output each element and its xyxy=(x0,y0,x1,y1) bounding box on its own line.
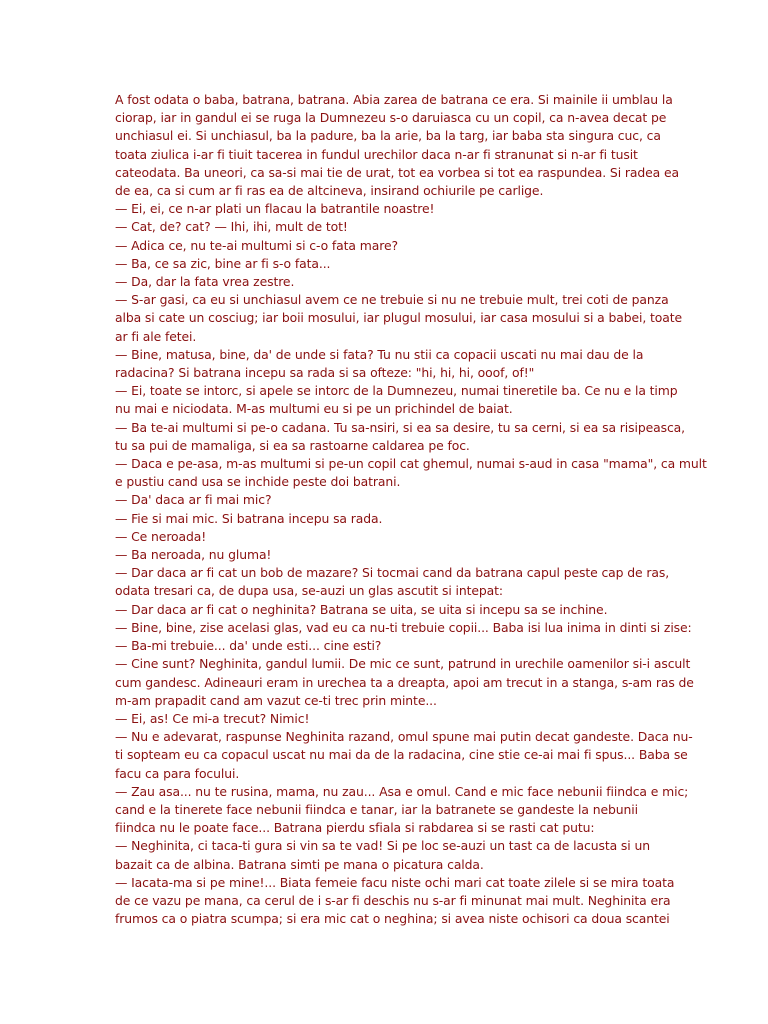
text-line: A fost odata o baba, batrana, batrana. Abia zarea de batrana ce era. Si mainile ii umblau la xyxy=(115,92,673,107)
text-line: — Bine, matusa, bine, da' de unde si fata? Tu nu stii ca copacii uscati nu mai dau de la xyxy=(115,346,644,362)
text-line: odata tresari ca, de dupa usa, se-auzi un glas ascutit si intepat: xyxy=(115,583,503,599)
text-line: de ce vazu pe mana, ca cerul de i s-ar fi deschis nu s-ar fi minunat mai mult. Neghinita era xyxy=(115,892,671,908)
text-line: ar fi ale fetei. xyxy=(115,328,197,344)
text-line: — Fie si mai mic. Si batrana incepu sa rada. xyxy=(115,510,383,526)
text-line: cateodata. Ba uneori, ca sa-si mai tie de urat, tot ea vorbea si tot ea raspundea. Si radea ea xyxy=(115,164,680,180)
text-line: cand e la tinerete face nebunii fiindca e tanar, iar la batranete se gandeste la nebunii xyxy=(115,801,638,817)
text-line: — Ba te-ai multumi si pe-o cadana. Tu sa-nsiri, si ea sa desire, tu sa cerni, si ea sa risipeasca, xyxy=(115,419,686,435)
text-line: — Dar daca ar fi cat un bob de mazare? Si tocmai cand da batrana capul peste cap de ras, xyxy=(115,565,670,581)
story-text xyxy=(115,91,707,928)
text-line: — Bine, bine, zise acelasi glas, vad eu ca nu-ti trebuie copii... Baba isi lua inima in dinti si zise: xyxy=(115,619,692,635)
text-line: — Neghinita, ci taca-ti gura si vin sa te vad! Si pe loc se-auzi un tast ca de lacusta si un xyxy=(115,838,650,854)
text-line: — Ba-mi trebuie... da' unde esti... cine esti? xyxy=(115,638,382,654)
text-line: ti sopteam eu ca copacul uscat nu mai da de la radacina, cine stie ce-ai mai fi spus... Baba se xyxy=(115,747,688,763)
text-line: — Cat, de? cat? — Ihi, ihi, mult de tot! xyxy=(115,219,348,235)
text-line: — S-ar gasi, ca eu si unchiasul avem ce ne trebuie si nu ne trebuie mult, trei coti de panza xyxy=(115,292,669,308)
text-line: unchiasul ei. Si unchiasul, ba la padure, ba la arie, ba la targ, iar baba sta singura cuc, ca xyxy=(115,128,661,144)
text-line: facu ca para focului. xyxy=(115,765,240,781)
text-line: — Ei, as! Ce mi-a trecut? Nimic! xyxy=(115,710,310,726)
text-line: m-am prapadit cand am vazut ce-ti trec prin minte... xyxy=(115,692,437,708)
text-line: e pustiu cand usa se inchide peste doi batrani. xyxy=(115,474,401,490)
text-line: bazait ca de albina. Batrana simti pe mana o picatura calda. xyxy=(115,856,484,872)
text-line: radacina? Si batrana incepu sa rada si sa ofteze: "hi, hi, hi, ooof, of!" xyxy=(115,365,535,381)
text-line: — Da' daca ar fi mai mic? xyxy=(115,492,272,508)
text-line: — Cine sunt? Neghinita, gandul lumii. De mic ce sunt, patrund in urechile oamenilor si-i ascult xyxy=(115,656,691,672)
text-line: — Ba neroada, nu gluma! xyxy=(115,547,272,563)
text-line: — Ei, toate se intorc, si apele se intorc de la Dumnezeu, numai tineretile ba. Ce nu e la timp xyxy=(115,383,678,399)
text-line: — Iacata-ma si pe mine!... Biata femeie facu niste ochi mari cat toate zilele si se mira toata xyxy=(115,874,675,890)
text-line: — Ce neroada! xyxy=(115,528,207,544)
text-line: fiindca nu le poate face... Batrana pierdu sfiala si rabdarea si se rasti cat putu: xyxy=(115,820,595,836)
text-line: ciorap, iar in gandul ei se ruga la Dumnezeu s-o daruiasca cu un copil, ca n-avea decat pe xyxy=(115,110,667,126)
text-line: — Ei, ei, ce n-ar plati un flacau la batrantile noastre! xyxy=(115,201,435,217)
text-line: frumos ca o piatra scumpa; si era mic cat o neghina; si avea niste ochisori ca doua scantei xyxy=(115,911,670,927)
text-line: — Nu e adevarat, raspunse Neghinita razand, omul spune mai putin decat gandeste. Daca nu- xyxy=(115,729,693,745)
text-line: — Dar daca ar fi cat o neghinita? Batrana se uita, se uita si incepu sa se inchine. xyxy=(115,601,608,617)
text-line: alba si cate un cosciug; iar boii mosului, iar plugul mosului, iar casa mosului si a babei, toate xyxy=(115,310,683,326)
text-line: — Daca e pe-asa, m-as multumi si pe-un copil cat ghemul, numai s-aud in casa "mama", ca mult xyxy=(115,456,707,472)
text-line: — Adica ce, nu te-ai multumi si c-o fata mare? xyxy=(115,237,398,253)
text-line: cum gandesc. Adineauri eram in urechea ta a dreapta, apoi am trecut in a stanga, s-am ras de xyxy=(115,674,694,690)
text-line: — Da, dar la fata vrea zestre. xyxy=(115,274,295,290)
text-line: de ea, ca si cum ar fi ras ea de altcineva, insirand ochiurile pe carlige. xyxy=(115,183,544,199)
text-line: — Ba, ce sa zic, bine ar fi s-o fata... xyxy=(115,255,331,271)
text-line: tu sa pui de mamaliga, si ea sa rastoarne caldarea pe foc. xyxy=(115,437,470,453)
text-line: — Zau asa... nu te rusina, mama, nu zau... Asa e omul. Cand e mic face nebunii fiindca e mic; xyxy=(115,783,689,799)
text-line: nu mai e niciodata. M-as multumi eu si pe un prichindel de baiat. xyxy=(115,401,513,417)
text-line: toata ziulica i-ar fi tiuit tacerea in fundul urechilor daca n-ar fi stranunat si n-ar fi tusit xyxy=(115,146,638,162)
